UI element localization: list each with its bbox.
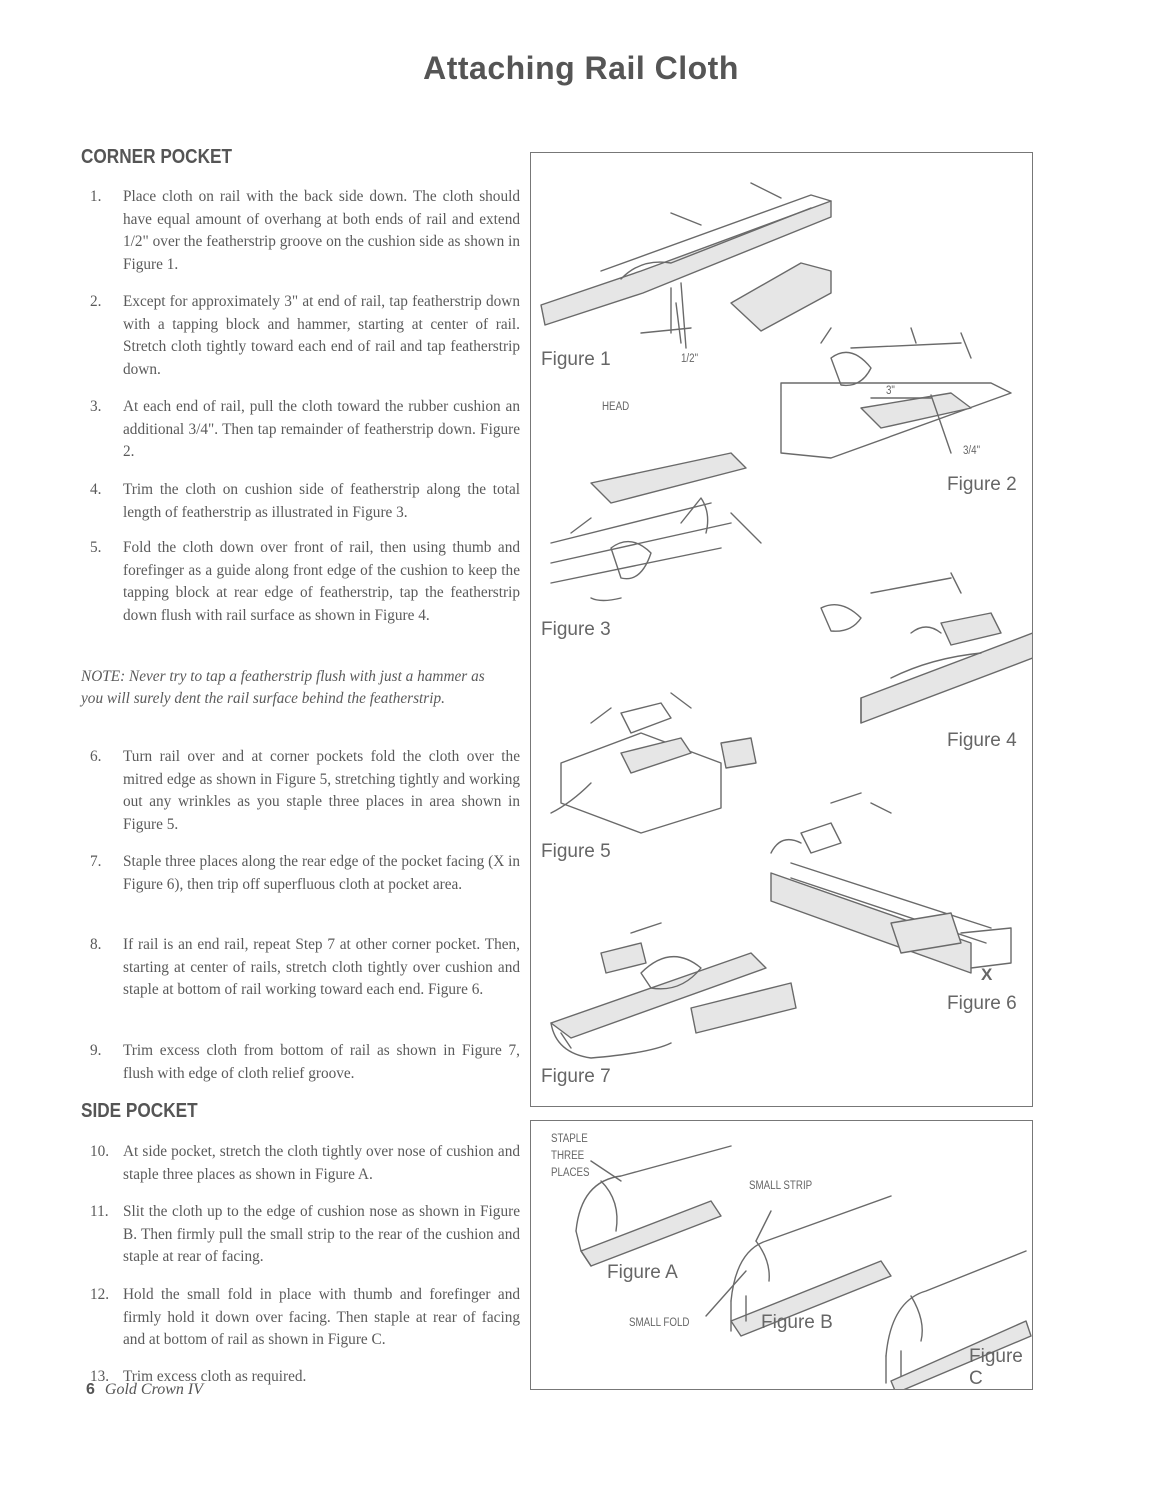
- step-number: 9.: [90, 1042, 102, 1059]
- x-mark-callout: X: [981, 965, 993, 984]
- page-title: Attaching Rail Cloth: [423, 50, 739, 86]
- footer-brand: Gold Crown IV: [104, 1381, 203, 1398]
- note-paragraph: [81, 666, 496, 710]
- figure-1-caption: Figure 1: [541, 349, 611, 370]
- figure-c-caption: Figure C: [969, 1346, 1023, 1389]
- step-text: At side pocket, stretch the cloth tightly over nose of cushion and staple three places as shown in Figure A.: [123, 1143, 520, 1183]
- page-number: 6: [86, 1381, 95, 1398]
- step-number: 2.: [90, 293, 102, 310]
- small-fold-callout: SMALL FOLD: [629, 1317, 690, 1329]
- step-item: [90, 1040, 520, 1085]
- step-number: 8.: [90, 936, 102, 953]
- figure-5-caption: Figure 5: [541, 841, 611, 862]
- step-number: 11.: [90, 1203, 109, 1220]
- step-number: 6.: [90, 748, 102, 765]
- step-item: [90, 1201, 520, 1269]
- step-text: Trim the cloth on cushion side of featherstrip along the total length of featherstrip as illustrated in Figure 3.: [123, 481, 520, 521]
- step-text: Fold the cloth down over front of rail, then using thumb and forefinger as a guide along front edge of the cushion to keep the tapping block at rear edge of featherstrip, tap the featherstrip down flush with rail surface as shown in Figure 4.: [123, 539, 520, 624]
- step-item: [90, 479, 520, 524]
- step-item: [90, 851, 520, 896]
- step-text: Trim excess cloth as required.: [123, 1368, 307, 1385]
- figure-4-caption: Figure 4: [947, 730, 1017, 751]
- half-inch-callout: 1/2": [681, 353, 699, 365]
- step-text: At each end of rail, pull the cloth toward the rubber cushion an additional 3/4". Then tap remainder of featherstrip down. Figure 2.: [123, 398, 520, 460]
- step-item: [90, 291, 520, 381]
- step-number: 7.: [90, 853, 102, 870]
- step-number: 12.: [90, 1286, 110, 1303]
- step-number: 4.: [90, 481, 102, 498]
- three-inch-callout: 3": [886, 385, 895, 397]
- step-item: [90, 1284, 520, 1352]
- step-item: [90, 746, 520, 836]
- step-text: Slit the cloth up to the edge of cushion nose as shown in Figure B. Then firmly pull the small strip to the rear of the cushion and staple at rear of facing.: [123, 1203, 520, 1265]
- head-callout: HEAD: [602, 401, 630, 413]
- figure-2-caption: Figure 2: [947, 474, 1017, 495]
- page-footer: [86, 1381, 203, 1399]
- section-heading-corner-pocket: CORNER POCKET: [81, 146, 232, 168]
- step-number: 1.: [90, 188, 102, 205]
- step-text: If rail is an end rail, repeat Step 7 at other corner pocket. Then, starting at center of rails, stretch cloth tightly over cushion and staple at bottom of rail working toward each end. Figure 6.: [123, 936, 520, 998]
- figure-a-illustration: [576, 1146, 731, 1266]
- figures-panel-corner: [530, 152, 1033, 1107]
- note-label: NOTE:: [81, 668, 126, 685]
- figure-6-illustration: [771, 793, 1011, 973]
- step-text: Turn rail over and at corner pockets fold the cloth over the mitred edge as shown in Figure 5, stretching tightly and working out any wrinkles as you staple three places in area shown in Figure 5.: [123, 748, 520, 833]
- step-text: Except for approximately 3" at end of rail, tap featherstrip down with a tapping block and hammer, starting at center of rail. Stretch cloth tightly toward each end of rail and tap featherstrip down.: [123, 293, 520, 378]
- figure-3-caption: Figure 3: [541, 619, 611, 640]
- three-quarter-inch-callout: 3/4": [963, 445, 981, 457]
- figure-5-illustration: [551, 693, 756, 833]
- side-pocket-illustrations: [531, 1121, 1032, 1389]
- figure-7-caption: Figure 7: [541, 1066, 611, 1087]
- figure-3-illustration: [551, 453, 761, 601]
- section-heading-side-pocket: SIDE POCKET: [81, 1100, 198, 1122]
- figures-panel-side: [530, 1120, 1033, 1390]
- step-text: Trim excess cloth from bottom of rail as shown in Figure 7, flush with edge of cloth relief groove.: [123, 1042, 520, 1082]
- figure-1-illustration: [541, 183, 831, 348]
- step-text: Place cloth on rail with the back side down. The cloth should have equal amount of overhang at both ends of rail and extend 1/2" over the featherstrip groove on the cushion side as shown in Figure 1.: [123, 188, 520, 273]
- step-item: [90, 934, 520, 1002]
- step-number: 3.: [90, 398, 102, 415]
- step-text: Hold the small fold in place with thumb and forefinger and firmly hold it down over facing. Then staple at rear of facing and at bottom of rail as shown in Figure C.: [123, 1286, 520, 1348]
- note-text: Never try to tap a featherstrip flush with just a hammer as you will surely dent the rail surface behind the featherstrip.: [81, 668, 485, 707]
- step-number: 5.: [90, 539, 102, 556]
- figure-a-caption: Figure A: [607, 1262, 678, 1283]
- figure-b-caption: Figure B: [761, 1312, 833, 1333]
- figure-6-caption: Figure 6: [947, 993, 1017, 1014]
- figure-4-illustration: [821, 573, 1032, 723]
- figure-2-illustration: [781, 328, 1011, 458]
- staple-three-places-callout: STAPLE THREE PLACES: [551, 1133, 590, 1179]
- small-strip-callout: SMALL STRIP: [749, 1180, 813, 1192]
- step-text: Staple three places along the rear edge of the pocket facing (X in Figure 6), then trip off superfluous cloth at pocket area.: [123, 853, 520, 893]
- step-number: 13.: [90, 1368, 110, 1385]
- figure-7-illustration: [551, 923, 796, 1058]
- step-item: [90, 396, 520, 464]
- step-number: 10.: [90, 1143, 110, 1160]
- step-item: [90, 186, 520, 276]
- step-item: [90, 1141, 520, 1186]
- step-item: [90, 537, 520, 627]
